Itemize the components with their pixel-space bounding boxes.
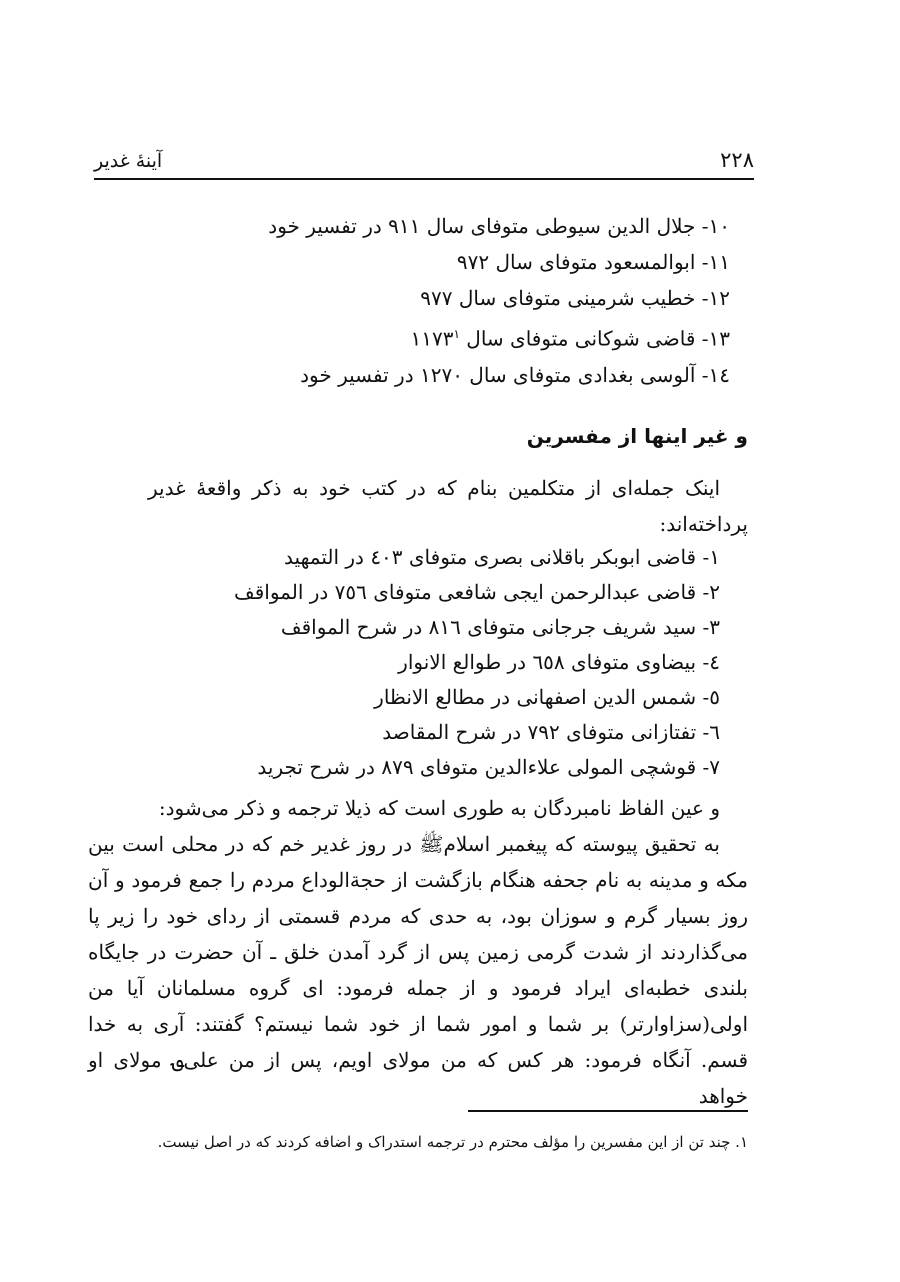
body-paragraph: و عین الفاظ نامبردگان به طوری است که ذیلا ترجمه و ذکر می‌شود: (158, 796, 720, 820)
list-item: ۳- سید شریف جرجانی متوفای ۸۱٦ در شرح المواقف (280, 615, 720, 639)
section-heading: و غیر اینها از مفسرین (526, 424, 748, 448)
footnote: ۱. چند تن از این مفسرین را مؤلف محترم در ترجمه استدراک و اضافه کردند که در اصل نیست. (157, 1133, 748, 1151)
list-item: ۱۲- خطیب شرمینی متوفای سال ۹۷۷ (420, 286, 730, 310)
intro-paragraph: اینک جمله‌ای از متکلمین بنام که در کتب خود به ذکر واقعهٔ غدیر پرداخته‌اند: (148, 476, 748, 536)
list-item: ٦- تفتازانی متوفای ۷۹۲ در شرح المقاصد (382, 720, 720, 744)
list-item-text: ۱۳- قاضی شوکانی متوفای سال ۱۱۷۳ (410, 326, 730, 351)
list-item: ٤- بیضاوی متوفای ٦٥۸ در طوالع الانوار (398, 650, 720, 674)
body-paragraph: به تحقیق پیوسته که پیغمبر اسلامﷺ در روز غدیر خم که در محلی است بین مکه و مدینه به نام جحفه هنگام بازگشت از حجةالوداع مردم را جمع فرمود و آن روز بسیار گرم و سوزان بود، به حدی که مردم قسمتی از ردای خود را زیر پا می‌گذاردند از شدت گرمی زمین پس از گرد آمدن خلق ـ آن حضرت در جایگاه بلندی خطبه‌ای ایراد فرمود و از جمله فرمود: ای گروه مسلمانان آیا من اولی(سزاوارتر) بر شما و امور شما از خود شما نیستم؟ گفتند: آری به خدا قسم. آنگاه فرمود: هر کس که من مولای اویم، پس از من علی؈ مولای او خواهد (88, 832, 748, 1108)
page-number: ۲۲۸ (720, 148, 754, 172)
list-item: ۱۱- ابوالمسعود متوفای سال ۹۷۲ (456, 250, 730, 274)
commentators-list (170, 208, 730, 393)
running-title: آینهٔ غدیر (94, 150, 163, 172)
footnote-marker[interactable]: ۱ (453, 327, 460, 341)
list-item: ۲- قاضی عبدالرحمن ایجی شافعی متوفای ۷٥٦ در المواقف (234, 580, 720, 604)
list-item (170, 316, 730, 357)
list-item: ۷- قوشچی المولی علاءالدین متوفای ۸۷۹ در شرح تجرید (257, 755, 720, 779)
theologians-list (148, 540, 748, 785)
page-header (94, 148, 754, 180)
footnote-divider (468, 1110, 748, 1112)
list-item: ۱٤- آلوسی بغدادی متوفای سال ۱۲۷۰ در تفسیر خود (300, 362, 730, 387)
list-item: ۱۰- جلال الدین سیوطی متوفای سال ۹۱۱ در تفسیر خود (268, 214, 730, 238)
list-item: ٥- شمس الدین اصفهانی در مطالع الانظار (374, 685, 720, 709)
list-item: ۱- قاضی ابوبکر باقلانی بصری متوفای ٤۰۳ در التمهید (284, 545, 720, 569)
